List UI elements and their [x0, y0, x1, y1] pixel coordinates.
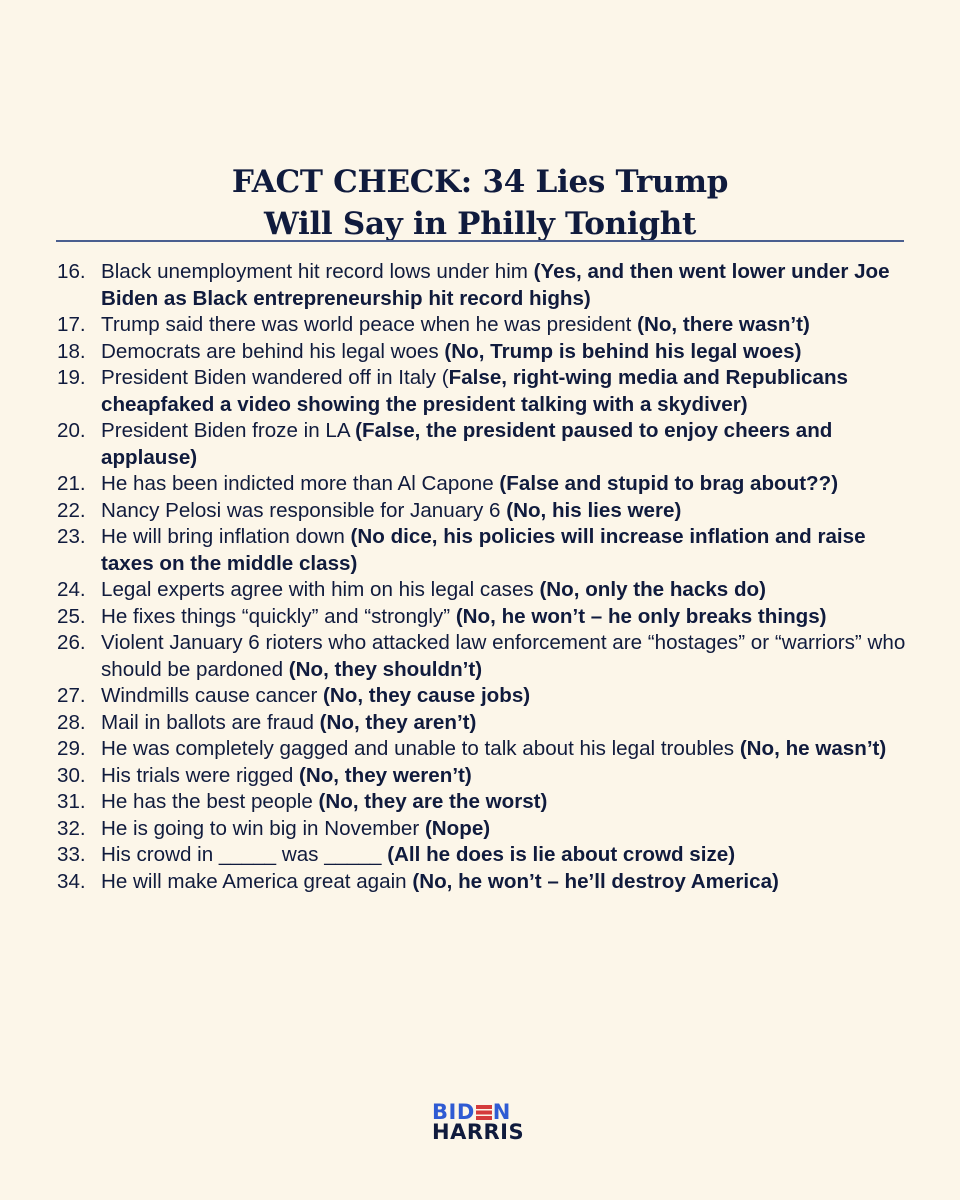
item-claim: President Biden wandered off in Italy (	[101, 366, 449, 389]
item-number: 25.	[57, 604, 86, 628]
item-claim: Legal experts agree with him on his legal cases	[101, 578, 540, 601]
item-number: 17.	[57, 313, 86, 336]
item-claim: Violent January 6 rioters who attacked law enforcement are “hostages” or “warriors” who should be pardoned	[101, 631, 906, 681]
item-fact: (False and stupid to brag about??)	[499, 472, 839, 495]
item-claim: Democrats are behind his legal woes	[101, 339, 445, 363]
flag-e-icon	[476, 1105, 492, 1120]
list-item	[57, 418, 907, 471]
item-claim: His crowd in _____ was _____	[101, 843, 388, 866]
item-claim: He has the best people	[101, 790, 319, 813]
logo-top-right: N	[492, 1100, 511, 1124]
item-number: 34.	[57, 869, 86, 893]
list-item	[57, 789, 907, 816]
list-item	[57, 259, 907, 312]
item-fact: (No, he won’t – he’ll destroy America)	[412, 869, 779, 893]
item-text	[101, 789, 907, 816]
page-title	[0, 161, 960, 245]
item-text	[101, 312, 907, 339]
item-fact: (No, they weren’t)	[299, 763, 472, 787]
item-fact: False, right-wing media and Republicans cheapfaked a video showing the president talking with a skydiver)	[101, 366, 848, 416]
item-number: 19.	[57, 366, 86, 389]
item-fact: (No, they are the worst)	[318, 790, 548, 813]
list-item	[57, 816, 907, 843]
item-text	[101, 524, 907, 577]
item-text	[101, 869, 907, 896]
list-item	[57, 498, 907, 525]
item-fact: (All he does is lie about crowd size)	[387, 843, 736, 866]
lies-list	[57, 259, 907, 895]
item-number: 16.	[57, 260, 86, 283]
item-claim: He will bring inflation down	[101, 525, 351, 548]
item-text	[101, 471, 907, 498]
item-number: 18.	[57, 339, 86, 363]
item-fact: (No, there wasn’t)	[637, 313, 810, 336]
item-text	[101, 710, 907, 737]
logo-top-left: BID	[432, 1100, 475, 1124]
list-item	[57, 710, 907, 737]
item-claim: Nancy Pelosi was responsible for January 6	[101, 498, 507, 522]
item-text	[101, 842, 907, 869]
item-number: 24.	[57, 578, 86, 601]
item-text	[101, 816, 907, 843]
item-number: 31.	[57, 790, 86, 813]
item-claim: Black unemployment hit record lows under him	[101, 260, 534, 283]
item-number: 30.	[57, 763, 86, 787]
item-claim: President Biden froze in LA	[101, 419, 356, 442]
list-item	[57, 630, 907, 683]
item-claim: He is going to win big in November	[101, 816, 425, 840]
item-text	[101, 259, 907, 312]
item-fact: (Yes, and then went lower under Joe Biden as Black entrepreneurship hit record highs)	[101, 260, 890, 310]
item-fact: (No, they shouldn’t)	[288, 657, 483, 681]
item-fact: (No, his lies were)	[506, 498, 682, 522]
list-item	[57, 577, 907, 604]
list-item	[57, 763, 907, 790]
biden-harris-logo	[432, 1102, 532, 1142]
item-claim: He has been indicted more than Al Capone	[101, 472, 500, 495]
item-text	[101, 577, 907, 604]
item-text	[101, 630, 907, 683]
item-claim: He will make America great again	[101, 869, 413, 893]
list-item	[57, 842, 907, 869]
item-text	[101, 683, 907, 710]
title-line-1: FACT CHECK: 34 Lies Trump	[231, 163, 729, 200]
item-claim: Mail in ballots are fraud	[101, 710, 320, 734]
item-number: 21.	[57, 472, 86, 495]
list-item	[57, 312, 907, 339]
item-text	[101, 339, 907, 366]
item-text	[101, 498, 907, 525]
item-fact: (No, he won’t – he only breaks things)	[455, 604, 827, 628]
list-item	[57, 604, 907, 631]
item-number: 20.	[57, 419, 86, 442]
item-fact: (No, they aren’t)	[319, 710, 477, 734]
item-text	[101, 736, 907, 763]
item-number: 28.	[57, 710, 86, 734]
title-divider	[56, 240, 904, 242]
list-item	[57, 524, 907, 577]
item-number: 22.	[57, 498, 86, 522]
list-item	[57, 365, 907, 418]
item-number: 32.	[57, 816, 86, 840]
item-fact: (Nope)	[424, 816, 491, 840]
item-text	[101, 604, 907, 631]
item-number: 33.	[57, 843, 86, 866]
item-text	[101, 418, 907, 471]
item-text	[101, 763, 907, 790]
item-claim: Windmills cause cancer	[101, 684, 324, 707]
item-text	[101, 365, 907, 418]
item-fact: (No, they cause jobs)	[323, 684, 531, 707]
item-claim: His trials were rigged	[101, 763, 299, 787]
item-claim: Trump said there was world peace when he was president	[101, 313, 638, 336]
item-fact: (No, only the hacks do)	[539, 578, 766, 601]
list-item	[57, 471, 907, 498]
item-fact: (No, he wasn’t)	[739, 737, 887, 760]
item-number: 27.	[57, 684, 86, 707]
item-claim: He fixes things “quickly” and “strongly”	[101, 604, 456, 628]
item-fact: (No dice, his policies will increase inflation and raise taxes on the middle class)	[101, 525, 866, 575]
list-item	[57, 683, 907, 710]
item-fact: (No, Trump is behind his legal woes)	[444, 339, 802, 363]
item-number: 29.	[57, 737, 86, 760]
logo-bottom-line: HARRIS	[432, 1120, 525, 1144]
list-item	[57, 339, 907, 366]
item-number: 23.	[57, 525, 86, 548]
title-line-2: Will Say in Philly Tonight	[264, 205, 696, 242]
list-item	[57, 736, 907, 763]
logo-top-line	[432, 1102, 532, 1122]
item-number: 26.	[57, 631, 86, 654]
item-claim: He was completely gagged and unable to talk about his legal troubles	[101, 737, 740, 760]
item-fact: (False, the president paused to enjoy cheers and applause)	[101, 419, 833, 469]
list-item	[57, 869, 907, 896]
